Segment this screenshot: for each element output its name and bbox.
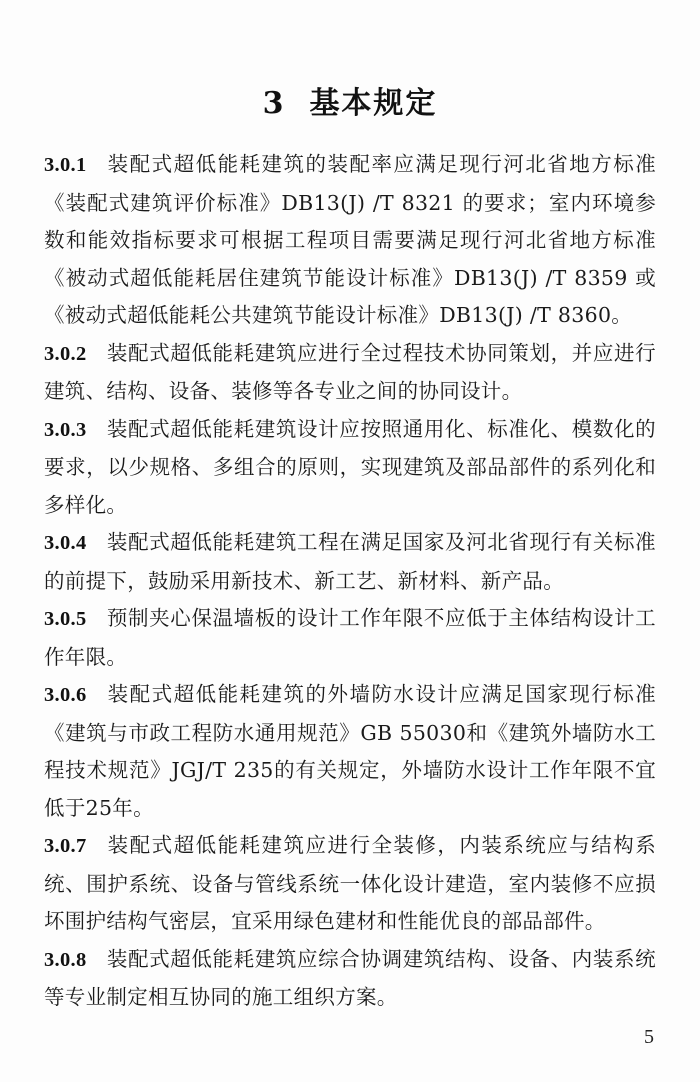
clause-3-0-4 — [44, 524, 656, 600]
clause-text: 装配式超低能耗建筑应进行全过程技术协同策划，并应进行建筑、结构、设备、装修等各专业之间的协同设计。 — [44, 340, 656, 403]
clause-3-0-8 — [44, 941, 656, 1017]
clause-text: 装配式超低能耗建筑应综合协调建筑结构、设备、内装系统等专业制定相互协同的施工组织方案。 — [44, 946, 656, 1009]
page-number: 5 — [644, 1026, 654, 1048]
clause-3-0-3 — [44, 411, 656, 525]
clause-number: 3.0.4 — [44, 532, 87, 554]
chapter-title — [0, 78, 700, 122]
clause-text: 装配式超低能耗建筑应进行全装修，内装系统应与结构系统、围护系统、设备与管线系统一体化设计建造，室内装修不应损坏围护结构气密层，宜采用绿色建材和性能优良的部品部件。 — [44, 833, 656, 933]
clause-text: 装配式超低能耗建筑设计应按照通用化、标准化、模数化的要求，以少规格、多组合的原则，实现建筑及部品部件的系列化和多样化。 — [44, 416, 656, 517]
clause-text: 装配式超低能耗建筑的装配率应满足现行河北省地方标准《装配式建筑评价标准》DB13(J) /T 8321 的要求；室内环境参数和能效指标要求可根据工程项目需要满足现行河北省地方标准《被动式超低能耗居住建筑节能设计标准》DB13(J) /T 8359 或《被动式超低能耗公共建筑节能设计标准》DB13(J) /T 8360。 — [44, 152, 656, 327]
chapter-number: 3 — [262, 86, 286, 121]
clause-text: 预制夹心保温墙板的设计工作年限不应低于主体结构设计工作年限。 — [44, 606, 656, 669]
clause-number: 3.0.7 — [44, 835, 87, 857]
clause-number: 3.0.2 — [44, 342, 87, 365]
clause-number: 3.0.6 — [44, 684, 87, 706]
chapter-title-text: 基本规定 — [309, 86, 438, 121]
clause-text: 装配式超低能耗建筑的外墙防水设计应满足国家现行标准《建筑与市政工程防水通用规范》GB 55030和《建筑外墙防水工程技术规范》JGJ/T 235的有关规定，外墙防水设计工作年限不宜低于25年。 — [44, 682, 656, 820]
clause-3-0-6 — [44, 676, 656, 827]
clause-list — [44, 146, 656, 1017]
clause-number: 3.0.3 — [44, 418, 87, 441]
clause-3-0-1 — [44, 146, 656, 335]
clause-text: 装配式超低能耗建筑工程在满足国家及河北省现行有关标准的前提下，鼓励采用新技术、新工艺、新材料、新产品。 — [44, 530, 656, 593]
clause-3-0-2 — [44, 335, 656, 411]
clause-3-0-7 — [44, 827, 656, 941]
clause-number: 3.0.1 — [44, 154, 87, 176]
clause-3-0-5 — [44, 600, 656, 676]
clause-number: 3.0.5 — [44, 608, 87, 630]
clause-number: 3.0.8 — [44, 948, 87, 971]
